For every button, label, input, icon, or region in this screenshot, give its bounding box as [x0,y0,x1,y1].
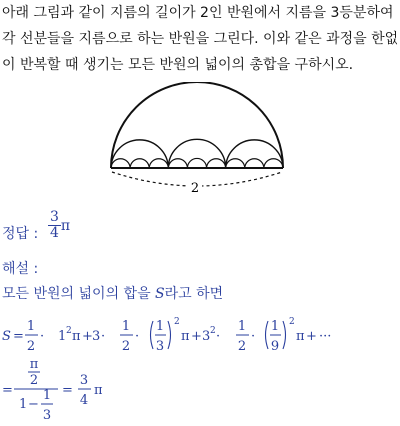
svg-text:·: · [101,329,106,344]
svg-text:2: 2 [26,339,36,354]
svg-text:1: 1 [19,397,28,412]
svg-text:1: 1 [270,319,280,334]
svg-text:·: · [216,329,221,344]
svg-text:3: 3 [42,408,52,423]
svg-text:1: 1 [237,319,247,334]
diameter-label: 2 [190,181,200,196]
svg-text:···: ··· [319,329,332,344]
svg-text:3: 3 [92,329,101,344]
svg-text:−: − [28,397,39,412]
large-semicircle [111,82,283,168]
svg-text:2: 2 [121,339,131,354]
svg-text:=: = [62,383,73,398]
svg-text:·: · [251,329,256,344]
problem-line-2: 각 선분들을 지름으로 하는 반원을 그린다. 이와 같은 과정을 한없 [2,31,398,47]
svg-text:+: + [306,329,317,344]
medium-semicircle-2 [168,139,225,168]
svg-text:1: 1 [155,319,165,334]
svg-text:3: 3 [202,329,211,344]
answer-value: $\frac{3}{4}$ π [50,209,71,242]
explanation-label: 해설 : [2,261,39,277]
problem-line-1: 아래 그림과 같이 지름의 길이가 2인 반원에서 지름을 3등분하여 [2,5,394,21]
svg-text:2: 2 [29,373,39,388]
svg-text:1: 1 [58,329,67,344]
svg-text:+: + [82,329,93,344]
svg-text:9: 9 [270,339,280,354]
problem-line-3: 이 반복할 때 생기는 모든 반원의 넓이의 총합을 구하시오. [2,57,354,73]
svg-text:π: π [94,383,103,398]
medium-semicircles [111,139,283,168]
svg-text:2: 2 [210,326,216,336]
svg-text:S: S [2,329,11,344]
semicircle-figure [0,82,400,212]
svg-text:=: = [13,329,24,344]
svg-text:2: 2 [174,317,180,327]
svg-text:2: 2 [289,317,295,327]
final-formula [2,358,398,426]
svg-text:π: π [181,329,190,344]
svg-text:1: 1 [121,319,131,334]
svg-text:1: 1 [26,319,36,334]
medium-semicircle-1 [111,140,168,168]
sum-definition: 모든 반원의 넓이의 합을 S라고 하면 [2,286,224,302]
svg-text:=: = [2,383,13,398]
svg-text:3: 3 [79,373,89,388]
svg-text:π: π [72,329,81,344]
answer-fraction: $\frac{3}{4}$ [50,209,59,242]
small-semicircles [111,158,283,168]
svg-text:·: · [40,329,45,344]
svg-text:1: 1 [42,388,52,403]
svg-text:π: π [29,358,39,372]
svg-text:·: · [135,329,140,344]
problem-text [2,0,398,78]
answer-label: 정답 : [2,226,39,242]
svg-text:π: π [296,329,305,344]
svg-text:2: 2 [66,326,72,336]
medium-semicircle-3 [226,140,283,168]
svg-text:+: + [191,329,202,344]
svg-text:2: 2 [237,339,247,354]
svg-text:3: 3 [155,339,165,354]
series-formula [2,312,398,358]
svg-text:4: 4 [79,393,89,408]
